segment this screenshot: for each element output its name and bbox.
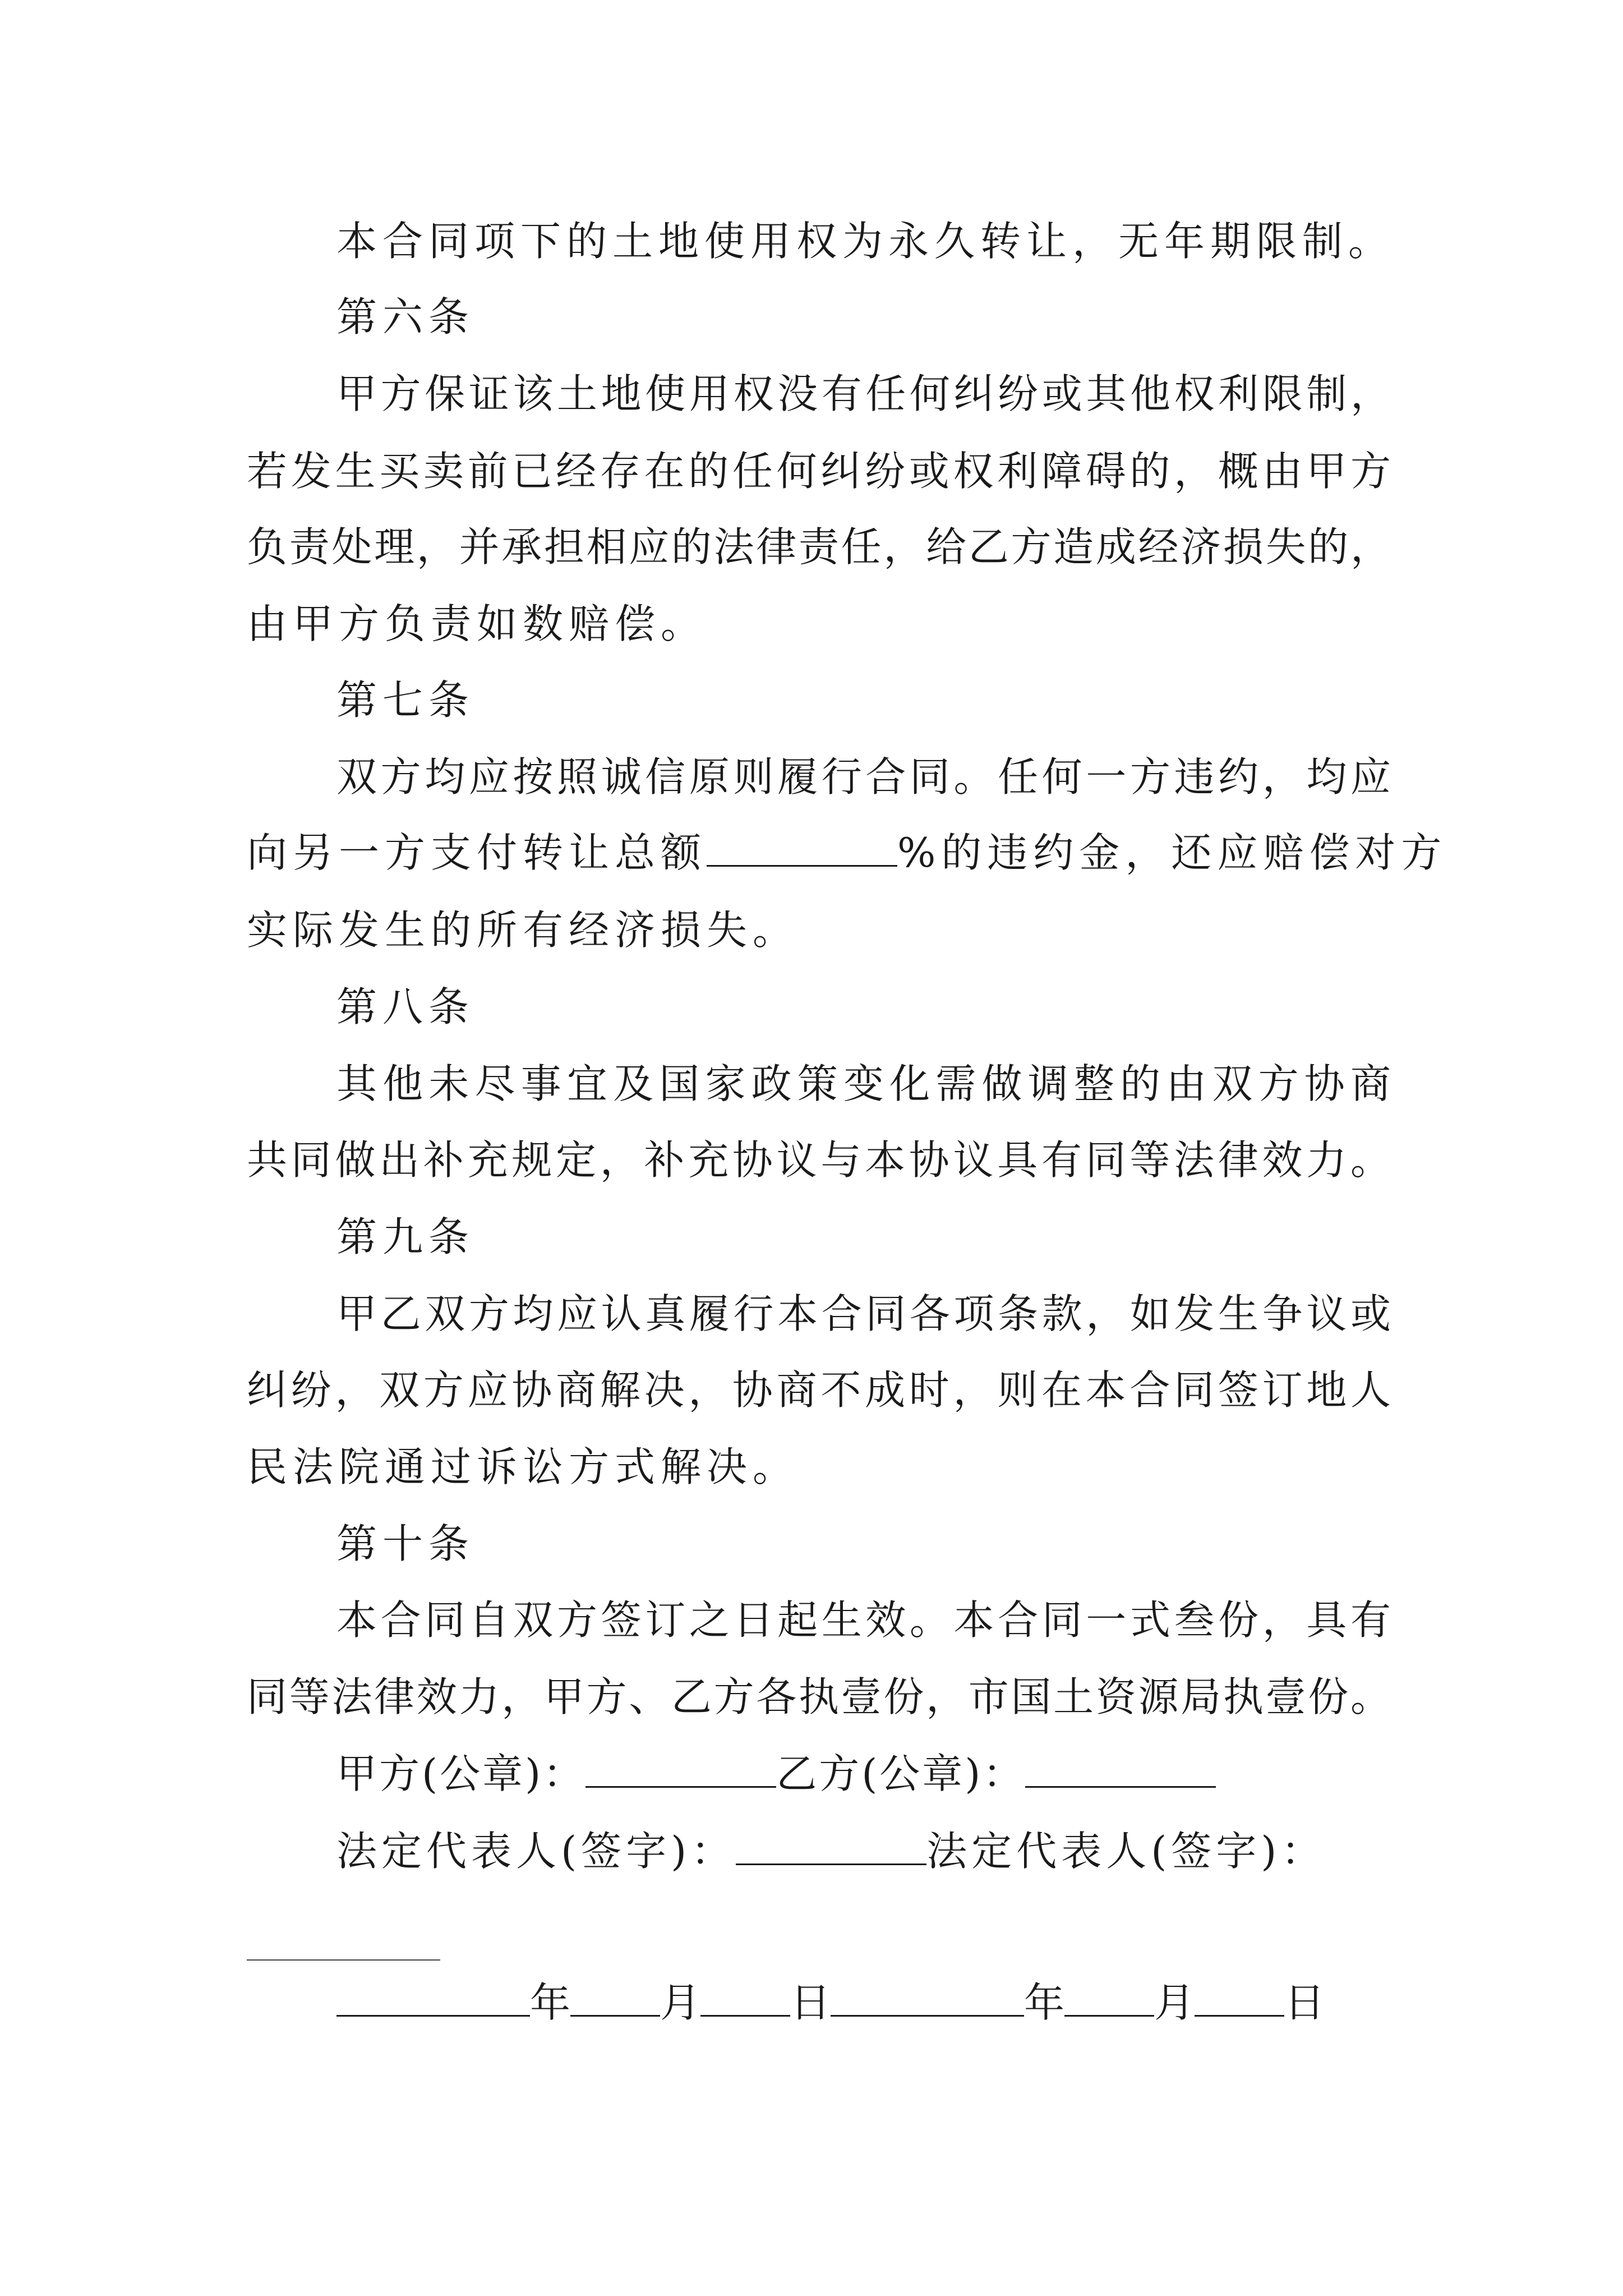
date-a-month-label: 月 xyxy=(660,1979,701,2026)
representative-line xyxy=(336,1823,1481,1879)
date-b-day-label: 日 xyxy=(1284,1979,1325,2026)
rep-b-blank xyxy=(247,1959,440,1961)
paragraph-line: 共同做出补充规定，补充协议与本协议具有同等法律效力。 xyxy=(247,1137,1391,1184)
article-heading: 第九条 xyxy=(336,1213,475,1260)
paragraph-line: 其他未尽事宜及国家政策变化需做调整的由双方协商 xyxy=(336,1060,1391,1107)
paragraph-line: 若发生买卖前已经存在的任何纠纷或权利障碍的，概由甲方 xyxy=(247,448,1391,495)
paragraph-line: 双方均应按照诚信原则履行合同。任何一方违约，均应 xyxy=(336,753,1391,800)
article-heading: 第七条 xyxy=(336,677,475,724)
date-b-month-blank xyxy=(1064,1975,1154,2017)
paragraph-line: 负责处理，并承担相应的法律责任，给乙方造成经济损失的， xyxy=(247,523,1391,570)
date-b-year-blank xyxy=(831,1975,1024,2017)
paragraph-line: 同等法律效力，甲方、乙方各执壹份，市国土资源局执壹份。 xyxy=(247,1673,1391,1720)
party-b-seal-label: 乙方(公章)： xyxy=(776,1750,1026,1797)
paragraph-line: 本合同项下的土地使用权为永久转让，无年期限制。 xyxy=(336,218,1395,265)
paragraph-line: 由甲方负责如数赔偿。 xyxy=(247,600,707,647)
article-heading: 第十条 xyxy=(336,1520,475,1567)
date-a-day-blank xyxy=(700,1975,790,2017)
date-a-month-blank xyxy=(570,1975,660,2017)
paragraph-line: 实际发生的所有经济损失。 xyxy=(247,907,799,954)
seal-line xyxy=(336,1746,1481,1802)
date-b-year-label: 年 xyxy=(1024,1979,1065,2026)
paragraph-text: %的违约金，还应赔偿对方 xyxy=(897,829,1447,876)
paragraph-text: 向另一方支付转让总额 xyxy=(247,829,707,876)
party-a-seal-blank xyxy=(585,1746,776,1788)
date-b-month-label: 月 xyxy=(1154,1979,1195,2026)
date-b-day-blank xyxy=(1195,1975,1284,2017)
party-a-seal-label: 甲方(公章)： xyxy=(336,1750,586,1797)
date-a-year-label: 年 xyxy=(530,1979,571,2026)
rep-b-label: 法定代表人(签字)： xyxy=(926,1828,1326,1875)
article-heading: 第六条 xyxy=(336,293,475,341)
rep-a-label: 法定代表人(签字)： xyxy=(336,1828,736,1875)
date-line xyxy=(336,1975,1481,2031)
article-heading: 第八条 xyxy=(336,983,475,1030)
paragraph-line: 甲方保证该土地使用权没有任何纠纷或其他权利限制， xyxy=(336,370,1391,417)
date-a-day-label: 日 xyxy=(790,1979,831,2026)
paragraph-line: 甲乙双方均应认真履行本合同各项条款，如发生争议或 xyxy=(336,1290,1391,1337)
rep-a-blank xyxy=(736,1823,926,1865)
penalty-percent-blank xyxy=(707,825,897,867)
paragraph-line: 纠纷，双方应协商解决，协商不成时，则在本合同签订地人 xyxy=(247,1366,1391,1414)
party-b-seal-blank xyxy=(1025,1746,1216,1788)
paragraph-line: 本合同自双方签订之日起生效。本合同一式叁份，具有 xyxy=(336,1596,1391,1644)
date-a-year-blank xyxy=(336,1975,530,2017)
paragraph-line: 民法院通过诉讼方式解决。 xyxy=(247,1443,799,1490)
paragraph-line xyxy=(247,825,1447,881)
